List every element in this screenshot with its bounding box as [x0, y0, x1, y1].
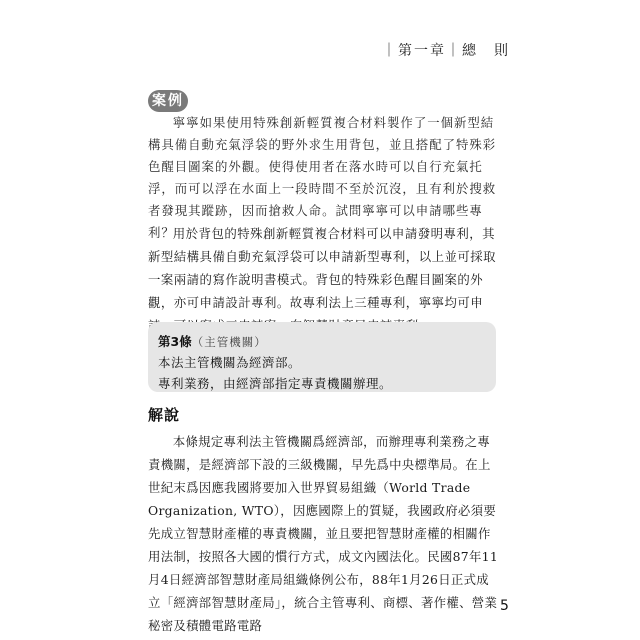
article-box	[148, 322, 496, 392]
article-line-1: 本法主管機關為經濟部。	[158, 355, 302, 370]
running-head: ｜第一章｜總 則	[382, 43, 510, 59]
page-number: 5	[500, 598, 509, 614]
article-heading	[158, 331, 267, 350]
article-tag: （主管機關）	[191, 335, 267, 349]
case-question-text: 寧寧如果使用特殊創新輕質複合材料製作了一個新型結構具備自動充氣浮袋的野外求生用背包，並且搭配了特殊彩色醒目圖案的外觀。使得使用者在落水時可以自行充氣托浮，而可以浮在水面上一段時間不至於沉沒，且有利於搜救者發現其蹤跡，因而搶救人命。試問寧寧可以申請哪些專利？	[148, 115, 497, 240]
case-badge: 案例	[148, 90, 188, 112]
case-answer-text: 用於背包的特殊創新輕質複合材料可以申請發明專利，其新型結構具備自動充氣浮袋可以申請新型專利，以上並可採取一案兩請的寫作說明書模式。背包的特殊彩色醒目圖案的外觀，亦可申請設計專利。故專利法上三種專利，寧寧均可申	[148, 226, 497, 310]
article-number: 第3條	[158, 334, 192, 349]
explanation-heading: 解說	[148, 406, 181, 424]
explanation-text: 本條規定專利法主管機關爲經濟部，而辦理專利業務之專責機關，是經濟部下設的三級機關，早先爲中央標準局。在上世紀末爲因應我國將要加入世界貿易組織（World Trade Organization, WTO），因應國際上的質疑，我國政府必須要先成立智慧財產權的專責機關，並且要把智慧財產權的相關作用法制，按照各大國的慣行方式，成文內國法化。民國87年11月4日經濟部智慧財產局組織條例公布，88年1月26日正式成立「經濟部智慧財產局」，統合主管專利、商標、著作權、營業秘密及積體電路電路	[148, 434, 498, 633]
article-line-2: 專利業務，由經濟部指定專責機關辦理。	[158, 376, 393, 391]
